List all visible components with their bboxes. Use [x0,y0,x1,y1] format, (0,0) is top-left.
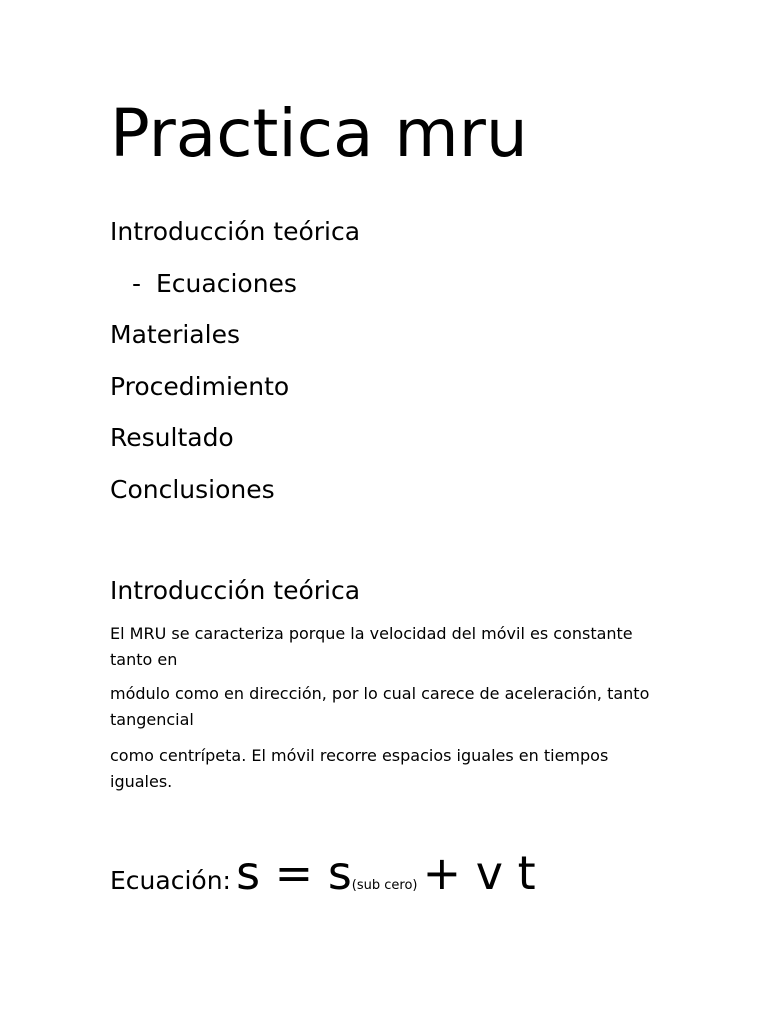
outline-item-materiales: Materiales [110,320,240,349]
equation-subscript: (sub cero) [351,878,418,893]
paragraph-3: como centrípeta. El móvil recorre espacios iguales en tiempos iguales. [110,746,609,791]
outline-item-introduccion: Introducción teórica [110,217,361,246]
outline-item-procedimiento: Procedimiento [110,371,290,401]
outline-item-conclusiones: Conclusiones [110,474,275,504]
list-dash-marker: - [132,268,142,298]
outline-subitem-label: Ecuaciones [156,268,297,298]
equation-lhs: s = s [236,846,352,900]
section-heading: Introducción teórica [110,576,361,605]
equation-line [110,846,536,900]
outline-item-resultado: Resultado [110,423,234,452]
outline-list [110,212,360,521]
outline-subitem-ecuaciones [110,264,360,316]
document-title: Practica mru [110,95,528,172]
paragraph-2: módulo como en dirección, por lo cual carece de aceleración, tanto tangencial [110,684,650,729]
equation-rhs: + v t [422,846,536,900]
paragraph-1: El MRU se caracteriza porque la velocidad del móvil es constante tanto en [110,624,633,669]
equation-label: Ecuación: [110,866,231,895]
